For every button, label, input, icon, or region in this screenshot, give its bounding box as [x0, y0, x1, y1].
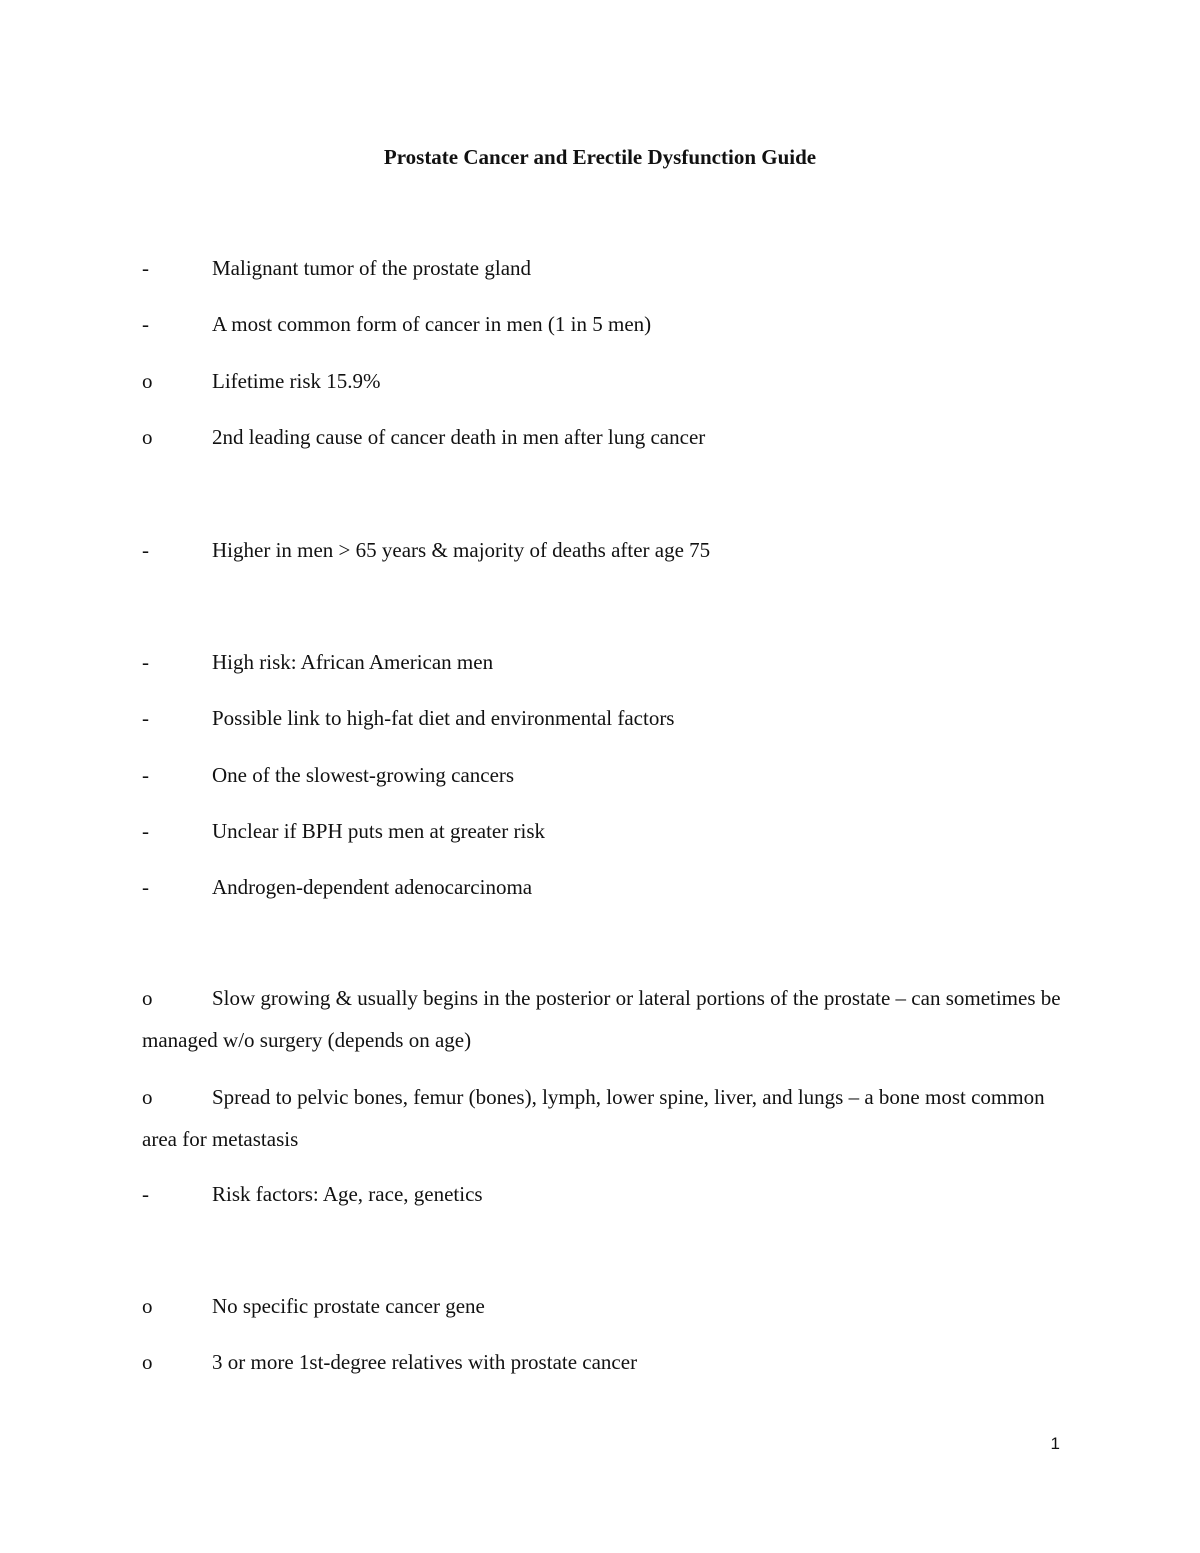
list-item: [142, 1180, 1072, 1208]
list-item-text: 2nd leading cause of cancer death in men after lung cancer: [212, 425, 706, 449]
list-item: [142, 977, 1072, 1061]
list-item-text: Risk factors: Age, race, genetics: [212, 1182, 483, 1206]
list-item-text: Higher in men > 65 years & majority of deaths after age 75: [212, 538, 711, 562]
list-marker: -: [142, 650, 149, 674]
list-marker: o: [142, 1085, 153, 1109]
list-item: [142, 423, 1072, 451]
list-item: [142, 254, 1072, 282]
list-item: [142, 648, 1072, 676]
list-item-text: 3 or more 1st-degree relatives with prostate cancer: [212, 1350, 638, 1374]
list-item-text: Slow growing & usually begins in the posterior or lateral portions of the prostate – can sometimes be managed w/o surgery (depends on age): [142, 986, 1061, 1052]
list-item: [142, 310, 1072, 338]
list-marker: -: [142, 538, 149, 562]
list-marker: -: [142, 256, 149, 280]
list-marker: -: [142, 819, 149, 843]
list-item: [142, 873, 1072, 901]
list-marker: o: [142, 425, 153, 449]
list-item: [142, 704, 1072, 732]
list-item: [142, 817, 1072, 845]
list-item-text: A most common form of cancer in men (1 in 5 men): [212, 312, 652, 336]
list-marker: o: [142, 986, 153, 1010]
list-marker: o: [142, 369, 153, 393]
list-marker: o: [142, 1294, 153, 1318]
list-item: [142, 367, 1072, 395]
list-item: [142, 1292, 1072, 1320]
document-title: Prostate Cancer and Erectile Dysfunction Guide: [383, 145, 817, 169]
list-item: [142, 536, 1072, 564]
list-marker: -: [142, 312, 149, 336]
list-item-text: High risk: African American men: [212, 650, 494, 674]
list-marker: -: [142, 763, 149, 787]
list-item: [142, 1348, 1072, 1376]
list-item-text: Possible link to high-fat diet and environmental factors: [212, 706, 675, 730]
list-item-text: One of the slowest-growing cancers: [212, 763, 515, 787]
list-item-text: Spread to pelvic bones, femur (bones), lymph, lower spine, liver, and lungs – a bone most common area for metastasis: [142, 1085, 1045, 1151]
list-marker: -: [142, 875, 149, 899]
list-item: [142, 761, 1072, 789]
list-item: [142, 1076, 1072, 1160]
list-marker: o: [142, 1350, 153, 1374]
list-item-text: Androgen-dependent adenocarcinoma: [212, 875, 533, 899]
page-number: 1: [1050, 1434, 1060, 1453]
list-marker: -: [142, 706, 149, 730]
list-item-text: Malignant tumor of the prostate gland: [212, 256, 532, 280]
list-item-text: Unclear if BPH puts men at greater risk: [212, 819, 545, 843]
list-item-text: No specific prostate cancer gene: [212, 1294, 485, 1318]
list-marker: -: [142, 1182, 149, 1206]
list-item-text: Lifetime risk 15.9%: [212, 369, 381, 393]
